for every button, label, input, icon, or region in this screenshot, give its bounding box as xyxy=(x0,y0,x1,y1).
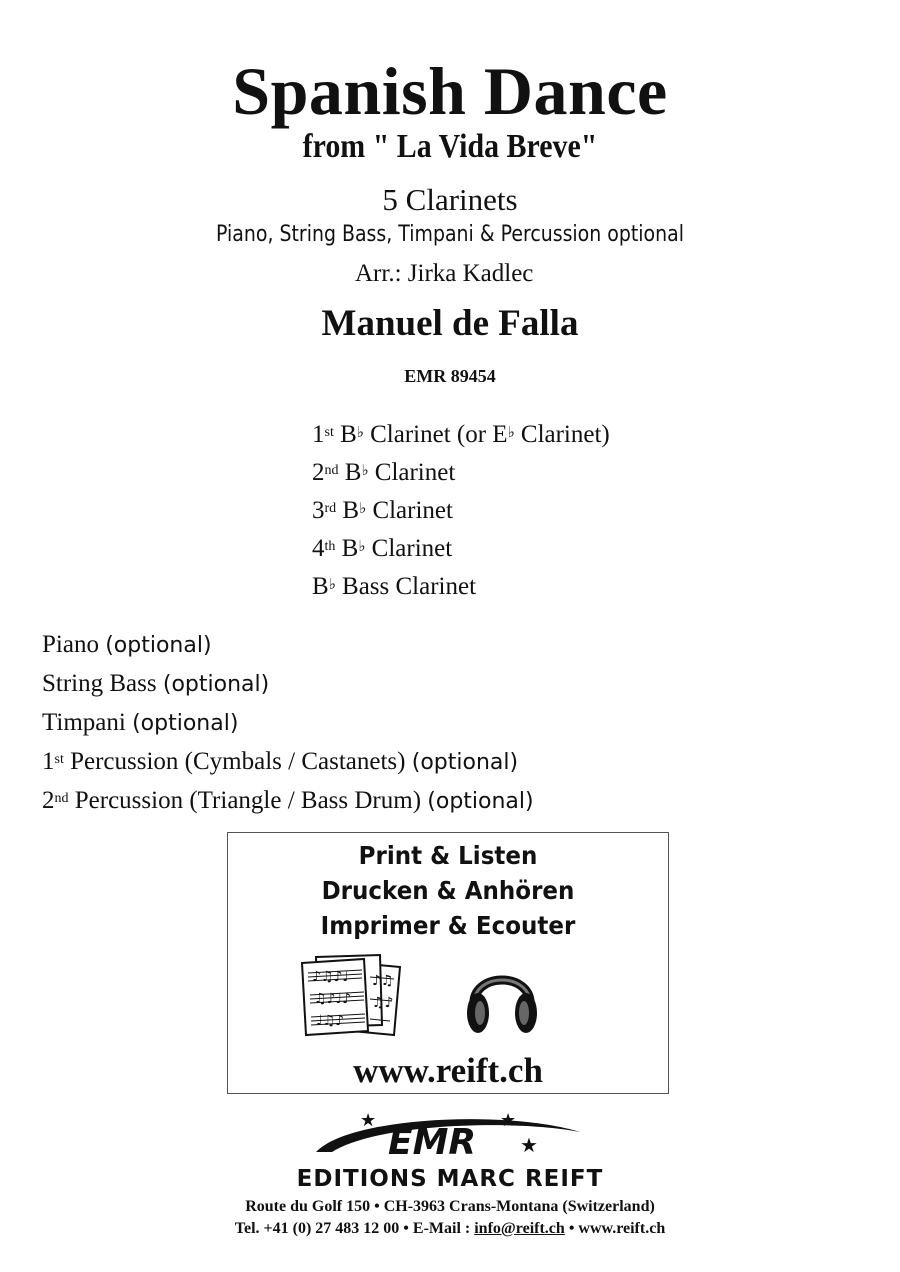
flat-symbol: ♭ xyxy=(361,461,369,479)
flat-symbol: ♭ xyxy=(356,423,364,441)
publisher-address: Route du Golf 150 • CH-3963 Crans-Montana (Switzerland) xyxy=(245,1198,655,1215)
promo-line-english: Print & Listen xyxy=(358,841,538,870)
part-line: 3rd B♭ Clarinet xyxy=(312,497,453,524)
part-line: 4th B♭ Clarinet xyxy=(312,535,453,562)
emr-logo xyxy=(310,1112,590,1164)
promo-line-german: Drucken & Anhören xyxy=(321,876,575,905)
title: Spanish Dance xyxy=(232,53,668,129)
part-ordinal-suffix: st xyxy=(324,425,334,440)
svg-text:★: ★ xyxy=(360,1112,377,1131)
ensemble: 5 Clarinets xyxy=(382,182,518,217)
svg-text:♩♫♪: ♩♫♪ xyxy=(316,1013,345,1029)
part-ordinal: 1 xyxy=(312,421,325,448)
website-link[interactable]: • www.reift.ch xyxy=(564,1220,666,1237)
publisher-contact: Tel. +41 (0) 27 483 12 00 • E-Mail : info@reift.ch • www.reift.ch xyxy=(234,1220,666,1237)
svg-text:♫♪: ♫♪ xyxy=(372,995,394,1011)
flat-symbol: ♭ xyxy=(359,499,367,517)
part-line: 1st B♭ Clarinet (or E♭ Clarinet) xyxy=(312,421,610,448)
logo-text: EMR xyxy=(388,1122,477,1163)
flat-symbol: ♭ xyxy=(328,575,336,593)
svg-text:♫♪♩♪: ♫♪♩♪ xyxy=(314,991,352,1007)
instrumentation: Piano, String Bass, Timpani & Percussion optional xyxy=(216,222,684,247)
sheet-music-icon xyxy=(298,951,410,1039)
flat-symbol: ♭ xyxy=(358,537,366,555)
email-link[interactable]: info@reift.ch xyxy=(474,1220,565,1237)
flat-symbol: ♭ xyxy=(507,423,515,441)
optional-part-line: 2nd Percussion (Triangle / Bass Drum) (optional) xyxy=(42,787,534,814)
headphones-icon xyxy=(462,951,542,1039)
optional-parts-list xyxy=(42,626,534,821)
arranger: Arr.: Jirka Kadlec xyxy=(355,260,534,287)
optional-part-line: 1st Percussion (Cymbals / Castanets) (optional) xyxy=(42,748,519,775)
subtitle: from " La Vida Breve" xyxy=(302,128,598,165)
svg-text:♪♫♪♩: ♪♫♪♩ xyxy=(312,969,350,985)
parts-list xyxy=(312,416,610,606)
promo-line-french: Imprimer & Ecouter xyxy=(320,911,576,940)
composer: Manuel de Falla xyxy=(321,303,579,344)
svg-text:♪♫: ♪♫ xyxy=(372,973,394,989)
publisher-name: EDITIONS MARC REIFT xyxy=(296,1166,604,1192)
optional-part-line: Piano (optional) xyxy=(42,631,212,658)
part-line: 2nd B♭ Clarinet xyxy=(312,459,456,486)
part-line: B♭ Bass Clarinet xyxy=(312,573,477,600)
website-link[interactable]: www.reift.ch xyxy=(353,1051,543,1090)
optional-part-line: Timpani (optional) xyxy=(42,709,239,736)
promo-box xyxy=(227,832,669,1094)
svg-text:★: ★ xyxy=(500,1112,517,1131)
optional-part-line: String Bass (optional) xyxy=(42,670,270,697)
svg-text:★: ★ xyxy=(520,1133,538,1157)
catalog-number: EMR 89454 xyxy=(404,366,496,386)
